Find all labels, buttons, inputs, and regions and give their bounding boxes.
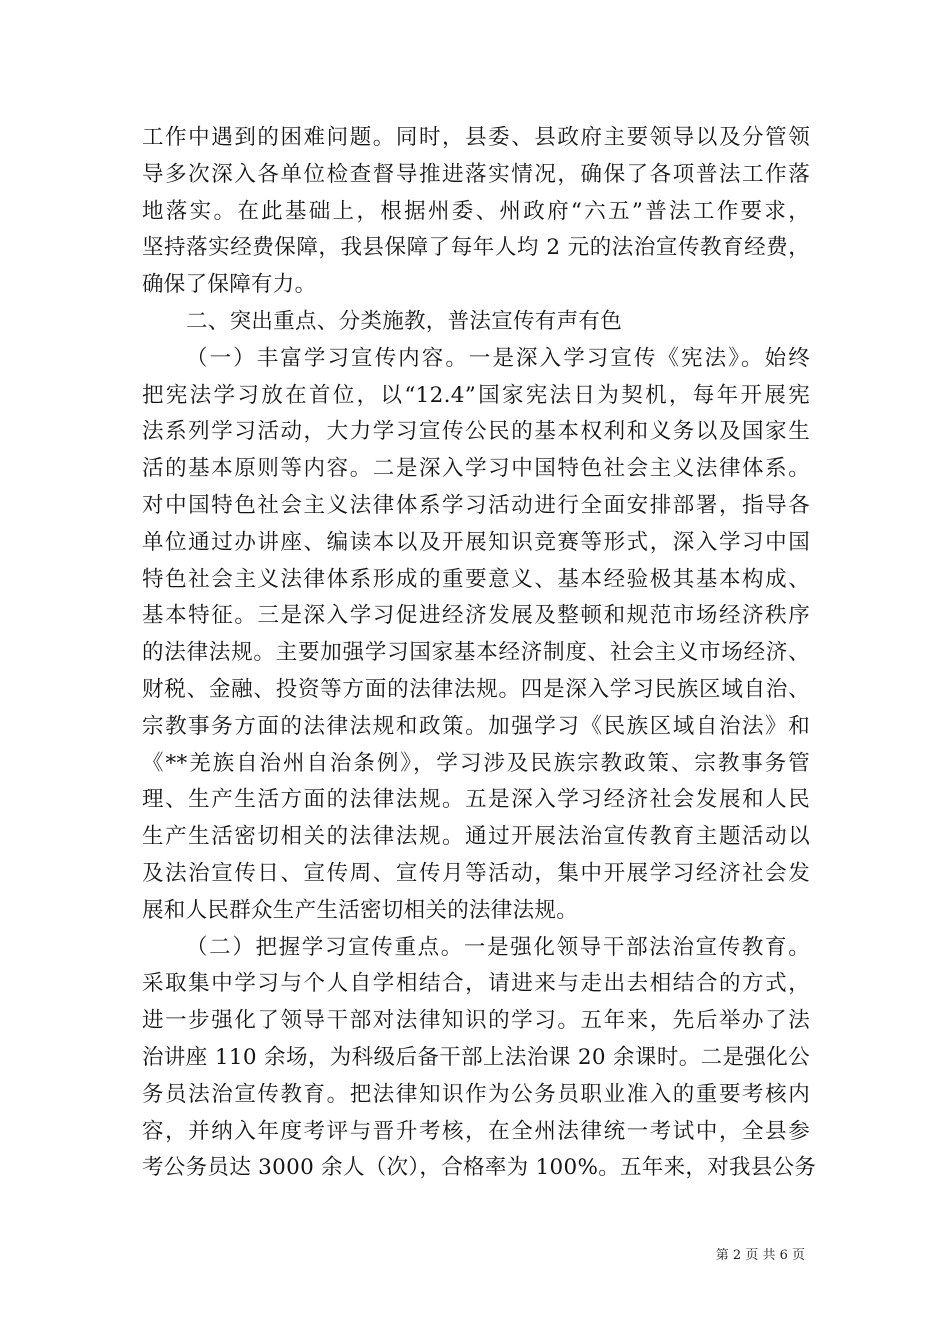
text-line: 财税、金融、投资等方面的法律法规。四是深入学习民族区域自治、 xyxy=(142,676,810,702)
text-line: 的法律法规。主要加强学习国家基本经济制度、社会主义市场经济、 xyxy=(142,640,810,666)
text-line: 及法治宣传日、宣传周、宣传月等活动，集中开展学习经济社会发 xyxy=(142,860,810,886)
text-line: 务员法治宣传教育。把法律知识作为公务员职业准入的重要考核内 xyxy=(142,1081,810,1107)
text-line: 单位通过办讲座、编读本以及开展知识竞赛等形式，深入学习中国 xyxy=(142,529,810,555)
text-line: 对中国特色社会主义法律体系学习活动进行全面安排部署，指导各 xyxy=(142,492,810,518)
text-line: （一）丰富学习宣传内容。一是深入学习宣传《宪法》。始终 xyxy=(186,345,810,371)
text-line: 特色社会主义法律体系形成的重要意义、基本经验极其基本构成、 xyxy=(142,566,810,592)
text-line: 考公务员达 3000 余人（次），合格率为 100%。五年来，对我县公务 xyxy=(142,1155,817,1181)
text-line: 《**羌族自治州自治条例》，学习涉及民族宗教政策、宗教事务管 xyxy=(142,750,810,776)
text-line: 基本特征。三是深入学习促进经济发展及整顿和规范市场经济秩序 xyxy=(142,603,810,629)
text-line: 容，并纳入年度考评与晋升考核，在全州法律统一考试中，全县参 xyxy=(142,1118,810,1144)
text-line: 采取集中学习与个人自学相结合，请进来与走出去相结合的方式， xyxy=(142,971,810,997)
text-line: 工作中遇到的困难问题。同时，县委、县政府主要领导以及分管领 xyxy=(142,125,810,150)
text-line: 坚持落实经费保障，我县保障了每年人均 2 元的法治宣传教育经费， xyxy=(142,235,810,261)
text-line: 二、突出重点、分类施教，普法宣传有声有色 xyxy=(186,308,623,334)
text-line: 地落实。在此基础上，根据州委、州政府“六五”普法工作要求， xyxy=(142,198,810,224)
text-line: 宗教事务方面的法律法规和政策。加强学习《民族区域自治法》和 xyxy=(142,713,810,739)
text-line: 理、生产生活方面的法律法规。五是深入学习经济社会发展和人民 xyxy=(142,787,810,813)
text-line: 活的基本原则等内容。二是深入学习中国特色社会主义法律体系。 xyxy=(142,456,810,482)
text-line: 展和人民群众生产生活密切相关的法律法规。 xyxy=(142,897,579,923)
text-line: 法系列学习活动，大力学习宣传公民的基本权利和义务以及国家生 xyxy=(142,419,810,445)
text-line: （二）把握学习宣传重点。一是强化领导干部法治宣传教育。 xyxy=(186,934,810,960)
text-line: 导多次深入各单位检查督导推进落实情况，确保了各项普法工作落 xyxy=(142,161,810,187)
text-line: 把宪法学习放在首位，以“12.4”国家宪法日为契机，每年开展宪 xyxy=(142,382,811,408)
page-number-footer: 第 2 页 共 6 页 xyxy=(715,1248,805,1263)
text-line: 治讲座 110 余场，为科级后备干部上法治课 20 余课时。二是强化公 xyxy=(142,1044,810,1070)
text-line: 生产生活密切相关的法律法规。通过开展法治宣传教育主题活动以 xyxy=(142,824,810,850)
text-line: 确保了保障有力。 xyxy=(142,272,317,298)
document-body xyxy=(142,120,817,1187)
text-line: 进一步强化了领导干部对法律知识的学习。五年来，先后举办了法 xyxy=(142,1008,810,1034)
